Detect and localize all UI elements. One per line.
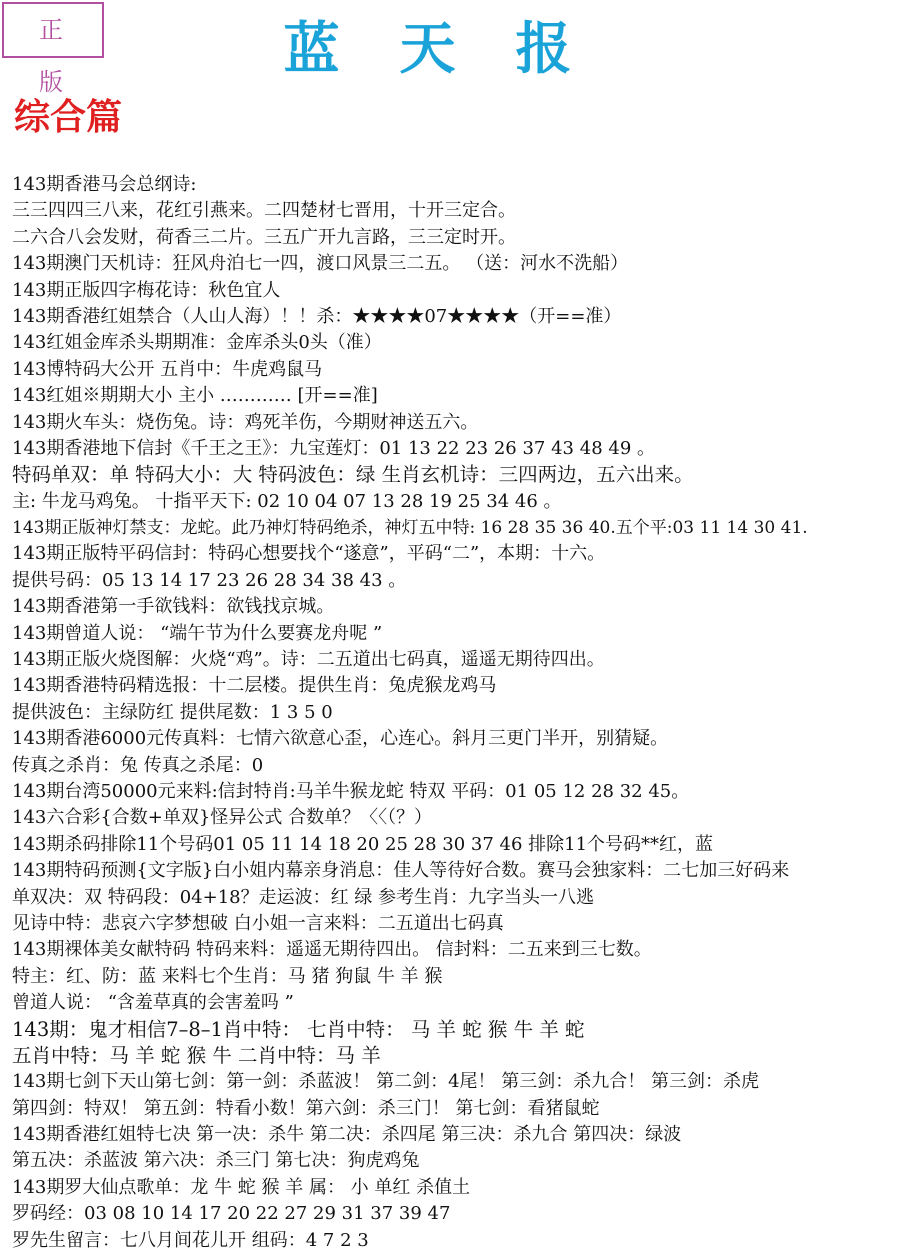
text-line: 特码单双：单 特码大小：大 特码波色：绿 生肖玄机诗：三四两边，五六出来。 <box>12 463 694 487</box>
text-line: 第四剑：特双！ 第五剑：特看小数！第六剑：杀三门！ 第七剑：看猪鼠蛇 <box>12 1097 600 1119</box>
text-line: 143红姐※期期大小 主小 ………… [开==准] <box>12 385 378 407</box>
text-line: 143期香港第一手欲钱料：欲钱找京城。 <box>12 596 335 618</box>
masthead-title: 蓝天报 <box>283 16 632 82</box>
text-line: 三三四四三八来，花红引燕来。二四楚材七晋用，十开三定合。 <box>12 200 516 222</box>
text-line: 五肖中特：马 羊 蛇 猴 牛 二肖中特：马 羊 <box>12 1043 381 1067</box>
text-line: 143期火车头：烧伤兔。诗：鸡死羊伤，今期财神送五六。 <box>12 411 479 433</box>
text-line: 143期澳门天机诗：狂风舟泊七一四，渡口风景三二五。 （送：河水不洗船） <box>12 253 629 275</box>
text-line: 143期香港6000元传真料：七情六欲意心歪，心连心。斜月三更门半开，别猜疑。 <box>12 728 669 750</box>
text-line: 143期曾道人说： “端午节为什么要赛龙舟呢 ” <box>12 622 383 644</box>
text-line: 143博特码大公开 五肖中：牛虎鸡鼠马 <box>12 358 323 380</box>
stamp-badge: 正 版 <box>2 2 104 58</box>
text-line: 143期香港特码精选报：十二层楼。提供生肖：兔虎猴龙鸡马 <box>12 675 497 697</box>
text-line: 143期：鬼才相信7–8–1肖中特： 七肖中特： 马 羊 蛇 猴 牛 羊 蛇 <box>12 1017 585 1041</box>
text-line: 单双决：双 特码段：04+18？走运波：红 绿 参考生肖：九字当头一八逃 <box>12 886 595 908</box>
text-line: 提供波色：主绿防红 提供尾数：1 3 5 0 <box>12 701 333 723</box>
text-line: 传真之杀肖：兔 传真之杀尾：0 <box>12 754 264 776</box>
text-line: 143期杀码排除11个号码01 05 11 14 18 20 25 28 30 37 46 排除11个号码**红，蓝 <box>12 833 714 855</box>
text-line: 罗先生留言：七八月间花儿开 组码：4 7 2 3 <box>12 1229 369 1251</box>
text-line: 143期正版特平码信封：特码心想要找个“遂意”，平码“二”，本期：十六。 <box>12 543 606 565</box>
content-body <box>12 172 892 1254</box>
text-line: 提供号码：05 13 14 17 23 26 28 34 38 43 。 <box>12 569 407 591</box>
section-title: 综合篇 <box>14 96 123 138</box>
text-line: 143期裸体美女献特码 特码来料：遥遥无期待四出。 信封料：二五来到三七数。 <box>12 939 652 961</box>
text-line: 第五决：杀蓝波 第六决：杀三门 第七决：狗虎鸡兔 <box>12 1150 420 1172</box>
text-line: 143期香港红姐禁合（人山人海）！！杀：★★★★07★★★★（开==准） <box>12 305 622 327</box>
text-line: 143六合彩{合数+单双}怪异公式 合数单？〈〈（？） <box>12 807 433 829</box>
text-line: 见诗中特：悲哀六字梦想破 白小姐一言来料：二五道出七码真 <box>12 912 504 934</box>
text-line: 143期罗大仙点歌单：龙 牛 蛇 猴 羊 属： 小 单红 杀值土 <box>12 1176 471 1198</box>
text-line: 曾道人说： “含羞草真的会害羞吗 ” <box>12 992 294 1014</box>
text-line: 143期香港红姐特七决 第一决：杀牛 第二决：杀四尾 第三决：杀九合 第四决：绿波 <box>12 1124 682 1146</box>
text-line: 143期正版四字梅花诗：秋色宜人 <box>12 279 281 301</box>
text-line: 特主：红、防：蓝 来料七个生肖：马 猪 狗鼠 牛 羊 猴 <box>12 965 443 987</box>
text-line: 罗码经：03 08 10 14 17 20 22 27 29 31 37 39 47 <box>12 1203 451 1225</box>
text-line: 二六合八会发财，荷香三二片。三五广开九言路，三三定时开。 <box>12 226 516 248</box>
text-line: 143期香港马会总纲诗: <box>12 174 197 195</box>
text-line: 143期七剑下天山第七剑：第一剑：杀蓝波！ 第二剑：4尾！ 第三剑：杀九合！ 第三剑：杀虎 <box>12 1071 759 1093</box>
text-line: 主: 牛龙马鸡兔。 十指平天下: 02 10 04 07 13 28 19 25 34 46 。 <box>12 490 562 512</box>
text-line: 143期特码预测{文字版}白小姐内幕亲身消息：佳人等待好合数。赛马会独家料：二七加三好码来 <box>12 860 790 882</box>
text-line: 143期香港地下信封《千王之王》：九宝莲灯：01 13 22 23 26 37 43 48 49 。 <box>12 437 655 459</box>
text-line: 143期正版神灯禁支：龙蛇。此乃神灯特码绝杀，神灯五中特: 16 28 35 36 40.五个平:03 11 14 30 41. <box>12 518 808 539</box>
text-line: 143期台湾50000元来料:信封特肖:马羊牛猴龙蛇 特双 平码：01 05 12 28 32 45。 <box>12 780 690 802</box>
text-line: 143期正版火烧图解：火烧“鸡”。诗：二五道出七码真，遥遥无期待四出。 <box>12 649 605 671</box>
text-line: 143红姐金库杀头期期准：金库杀头0头（准） <box>12 332 382 354</box>
